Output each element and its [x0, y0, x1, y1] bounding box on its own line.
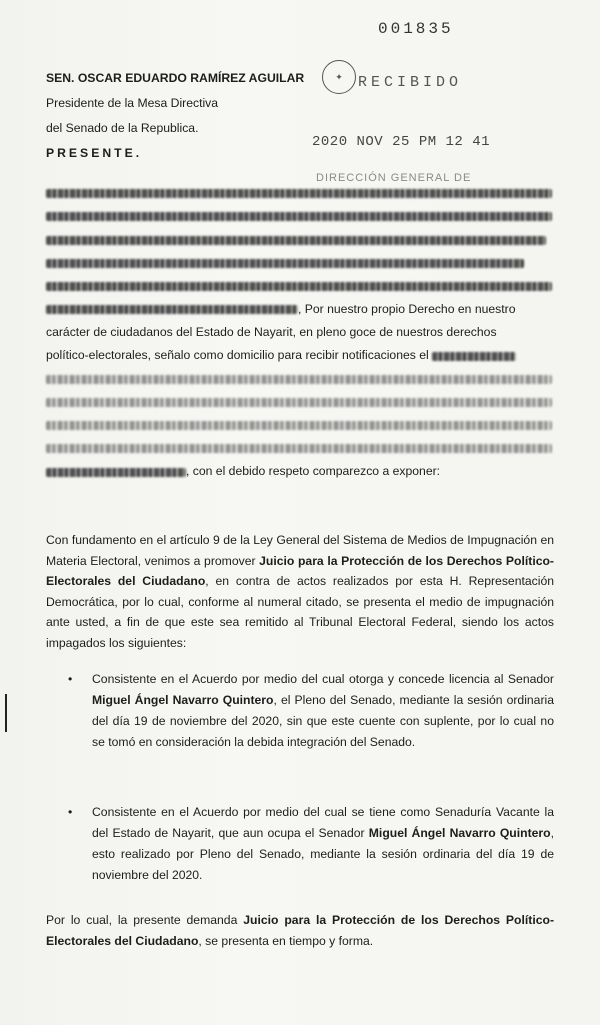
para-text: , en contra de actos realizados por esta H. Representación Democrática, por lo cual, conforme al numeral citado, se presenta el medio de impugnación ante usted, a fin de que este sea remitido al Tribunal Electoral Federal, siendo los actos impagados los siguientes:: [46, 574, 555, 650]
para-bold-text: Juicio para la Protección de los Derechos Político-Electorales del Ciudadano: [46, 553, 554, 589]
folio-number: 001835: [378, 20, 454, 38]
department-stamp: DIRECCIÓN GENERAL DE: [316, 172, 472, 184]
intro-text: , Por nuestro propio Derecho en nuestro: [298, 301, 516, 316]
bullet-text: , el Pleno del Senado, mediante la sesión ordinaria del día 19 de noviembre del 2020, sin que este cuente con suplente, por lo cual no se tomó en consideración la debida integración del Senado.: [92, 693, 555, 749]
addressee-block: [46, 66, 304, 166]
margin-mark: [5, 694, 7, 732]
para-bold-text: Juicio para la Protección de los Derechos Político-Electorales del Ciudadano: [46, 913, 555, 948]
closing-paragraph: [46, 910, 554, 951]
received-stamp: RECIBIDO: [358, 74, 463, 91]
redacted-line: [46, 437, 554, 460]
present-heading: PRESENTE.: [46, 146, 143, 160]
addressee-role-line1: Presidente de la Mesa Directiva: [46, 96, 219, 110]
bullet-icon: •: [68, 805, 73, 819]
redacted-line: [46, 182, 554, 205]
act-list-item-2: [60, 802, 554, 886]
bullet-bold-text: Miguel Ángel Navarro Quintero: [368, 826, 551, 840]
para-text: Con fundamento en el artículo 9 de la Ley General del Sistema de Medios de Impugnación en Materia Electoral, venimos a promover: [46, 533, 554, 568]
intro-text: , con el debido respeto comparezco a exponer:: [186, 464, 441, 479]
intro-line: [46, 298, 554, 321]
redacted-line: [46, 368, 554, 391]
senate-seal-icon: ✦: [322, 60, 356, 94]
redacted-line: [46, 275, 554, 298]
intro-text: carácter de ciudadanos del Estado de Nayarit, en pleno goce de nuestros derechos: [46, 325, 497, 340]
legal-basis-paragraph: [46, 530, 554, 654]
bullet-text: Consistente en el Acuerdo por medio del cual se tiene como Senaduría Vacante la del Estado de Nayarit, que aun ocupa el Senador: [92, 805, 554, 840]
redacted-line: [46, 252, 554, 275]
para-text: , se presenta en tiempo y forma.: [198, 933, 374, 948]
redacted-line: [46, 228, 554, 251]
intro-line: [46, 321, 554, 344]
intro-line: [46, 344, 554, 367]
act-list-item-1: [60, 669, 554, 753]
received-date-stamp: 2020 NOV 25 PM 12 41: [312, 134, 491, 150]
addressee-name: SEN. OSCAR EDUARDO RAMÍREZ AGUILAR: [46, 71, 305, 85]
redacted-line: [46, 391, 554, 414]
redacted-line: [46, 414, 554, 437]
bullet-text: , esto realizado por Pleno del Senado, mediante la sesión ordinaria del día 19 de noviembre del 2020.: [92, 826, 554, 882]
bullet-text: Consistente en el Acuerdo por medio del cual otorga y concede licencia al Senador: [92, 672, 554, 686]
intro-text: político-electorales, señalo como domicilio para recibir notificaciones el: [46, 348, 429, 363]
redacted-line: [46, 205, 554, 228]
addressee-role-line2: del Senado de la Republica.: [46, 121, 199, 135]
para-text: Por lo cual, la presente demanda: [46, 913, 244, 927]
bullet-bold-text: Miguel Ángel Navarro Quintero: [92, 693, 274, 707]
bullet-icon: •: [68, 672, 73, 686]
intro-line: [46, 460, 554, 483]
intro-paragraph: [46, 182, 554, 483]
